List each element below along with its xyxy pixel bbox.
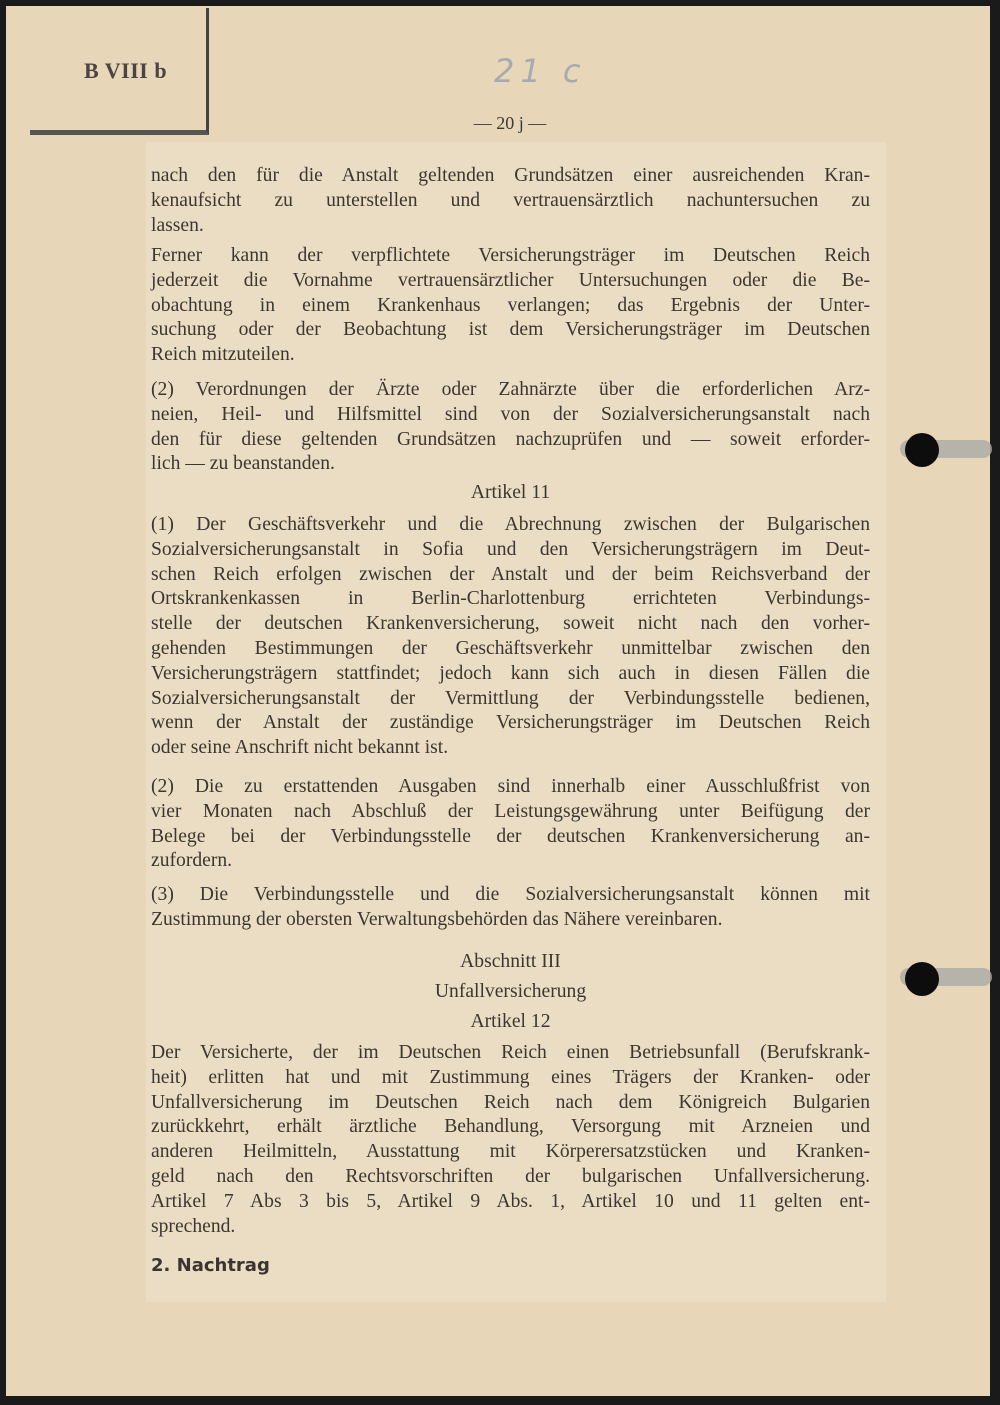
text-line: anderen Heilmitteln, Ausstattung mit Körperersatzstücken und Kranken- — [151, 1141, 870, 1163]
text-line: Zustimmung der obersten Verwaltungsbehörden das Nähere vereinbaren. — [151, 908, 723, 930]
heading-artikel-12: Artikel 12 — [470, 1011, 551, 1032]
text-line: Ortskrankenkassen in Berlin-Charlottenburg errichteten Verbindungs- — [151, 588, 870, 610]
text-line: zurückkehrt, erhält ärztliche Behandlung, Versorgung mit Arzneien und — [151, 1116, 870, 1138]
text-line: Ferner kann der verpflichtete Versicherungsträger im Deutschen Reich — [151, 245, 870, 266]
text-line: lassen. — [151, 214, 204, 236]
text-line: Unfallversicherung im Deutschen Reich nach dem Königreich Bulgarien — [151, 1091, 870, 1113]
heading-unfallversicherung: Unfallversicherung — [434, 981, 587, 1002]
heading-abschnitt-3: Abschnitt III — [460, 951, 561, 972]
text-line: (3) Die Verbindungsstelle und die Sozialversicherungsanstalt können mit — [151, 884, 870, 905]
text-line: stelle der deutschen Krankenversicherung, soweit nicht nach den vorher- — [151, 613, 870, 635]
heading-artikel-11: Artikel 11 — [470, 482, 551, 503]
text-line: lich — zu beanstanden. — [151, 453, 335, 475]
text-line: (2) Die zu erstattenden Ausgaben sind innerhalb einer Ausschlußfrist von — [151, 776, 870, 797]
text-line: zufordern. — [151, 850, 233, 872]
text-line: Belege bei der Verbindungsstelle der deutschen Krankenversicherung an- — [151, 825, 870, 847]
text-line: obachtung in einem Krankenhaus verlangen; das Ergebnis der Unter- — [151, 294, 870, 316]
paragraph — [151, 164, 870, 238]
text-line: neien, Heil- und Hilfsmittel sind von der Sozialversicherungsanstalt nach — [151, 403, 870, 425]
text-line: Artikel 7 Abs 3 bis 5, Artikel 9 Abs. 1, Artikel 10 und 11 gelten ent- — [151, 1190, 870, 1212]
paragraph — [151, 883, 870, 933]
text-line: Sozialversicherungsanstalt in Sofia und den Versicherungsträgern im Deut- — [151, 538, 870, 560]
handwritten-note: 21 c — [494, 52, 587, 90]
paragraph — [151, 244, 870, 368]
text-line: Versicherungsträgern stattfindet; jedoch kann sich auch in diesen Fällen die — [151, 662, 870, 684]
text-line: (1) Der Geschäftsverkehr und die Abrechnung zwischen der Bulgarischen — [151, 514, 870, 535]
text-line: wenn der Anstalt der zuständige Versicherungsträger im Deutschen Reich — [151, 712, 870, 734]
text-line: Der Versicherte, der im Deutschen Reich einen Betriebsunfall (Berufskrank- — [151, 1042, 870, 1063]
paragraph — [151, 378, 870, 477]
text-line: oder seine Anschrift nicht bekannt ist. — [151, 737, 449, 759]
paragraph — [151, 775, 870, 874]
classification-label: B VIII b — [84, 58, 168, 83]
punch-hole — [905, 433, 939, 467]
nachtrag-label: 2. Nachtrag — [151, 1255, 270, 1276]
text-line: Sozialversicherungsanstalt der Vermittlung der Verbindungsstelle bedienen, — [151, 687, 870, 709]
punch-hole — [905, 962, 939, 996]
page-number: — 20 j — — [473, 113, 547, 133]
text-line: jederzeit die Vornahme vertrauensärztlicher Untersuchungen oder die Be- — [151, 269, 870, 291]
paragraph — [151, 1041, 870, 1239]
text-line: heit) erlitten hat und mit Zustimmung eines Trägers der Kranken- oder — [151, 1066, 870, 1088]
text-line: sprechend. — [151, 1215, 236, 1237]
paragraph — [151, 513, 870, 761]
text-line: vier Monaten nach Abschluß der Leistungsgewährung unter Beifügung der — [151, 800, 870, 822]
text-line: gehenden Bestimmungen der Geschäftsverkehr unmittelbar zwischen den — [151, 637, 870, 659]
text-line: Reich mitzuteilen. — [151, 344, 295, 366]
text-line: kenaufsicht zu unterstellen und vertrauensärztlich nachuntersuchen zu — [151, 189, 870, 211]
text-line: geld nach den Rechtsvorschriften der bulgarischen Unfallversicherung. — [151, 1165, 870, 1187]
text-line: (2) Verordnungen der Ärzte oder Zahnärzte über die erforderlichen Arz- — [151, 379, 870, 400]
text-line: nach den für die Anstalt geltenden Grundsätzen einer ausreichenden Kran- — [151, 165, 870, 186]
text-line: suchung oder der Beobachtung ist dem Versicherungsträger im Deutschen — [151, 319, 870, 341]
text-line: schen Reich erfolgen zwischen der Anstalt und der beim Reichsverband der — [151, 563, 870, 585]
text-line: den für diese geltenden Grundsätzen nachzuprüfen und — soweit erforder- — [151, 428, 870, 450]
